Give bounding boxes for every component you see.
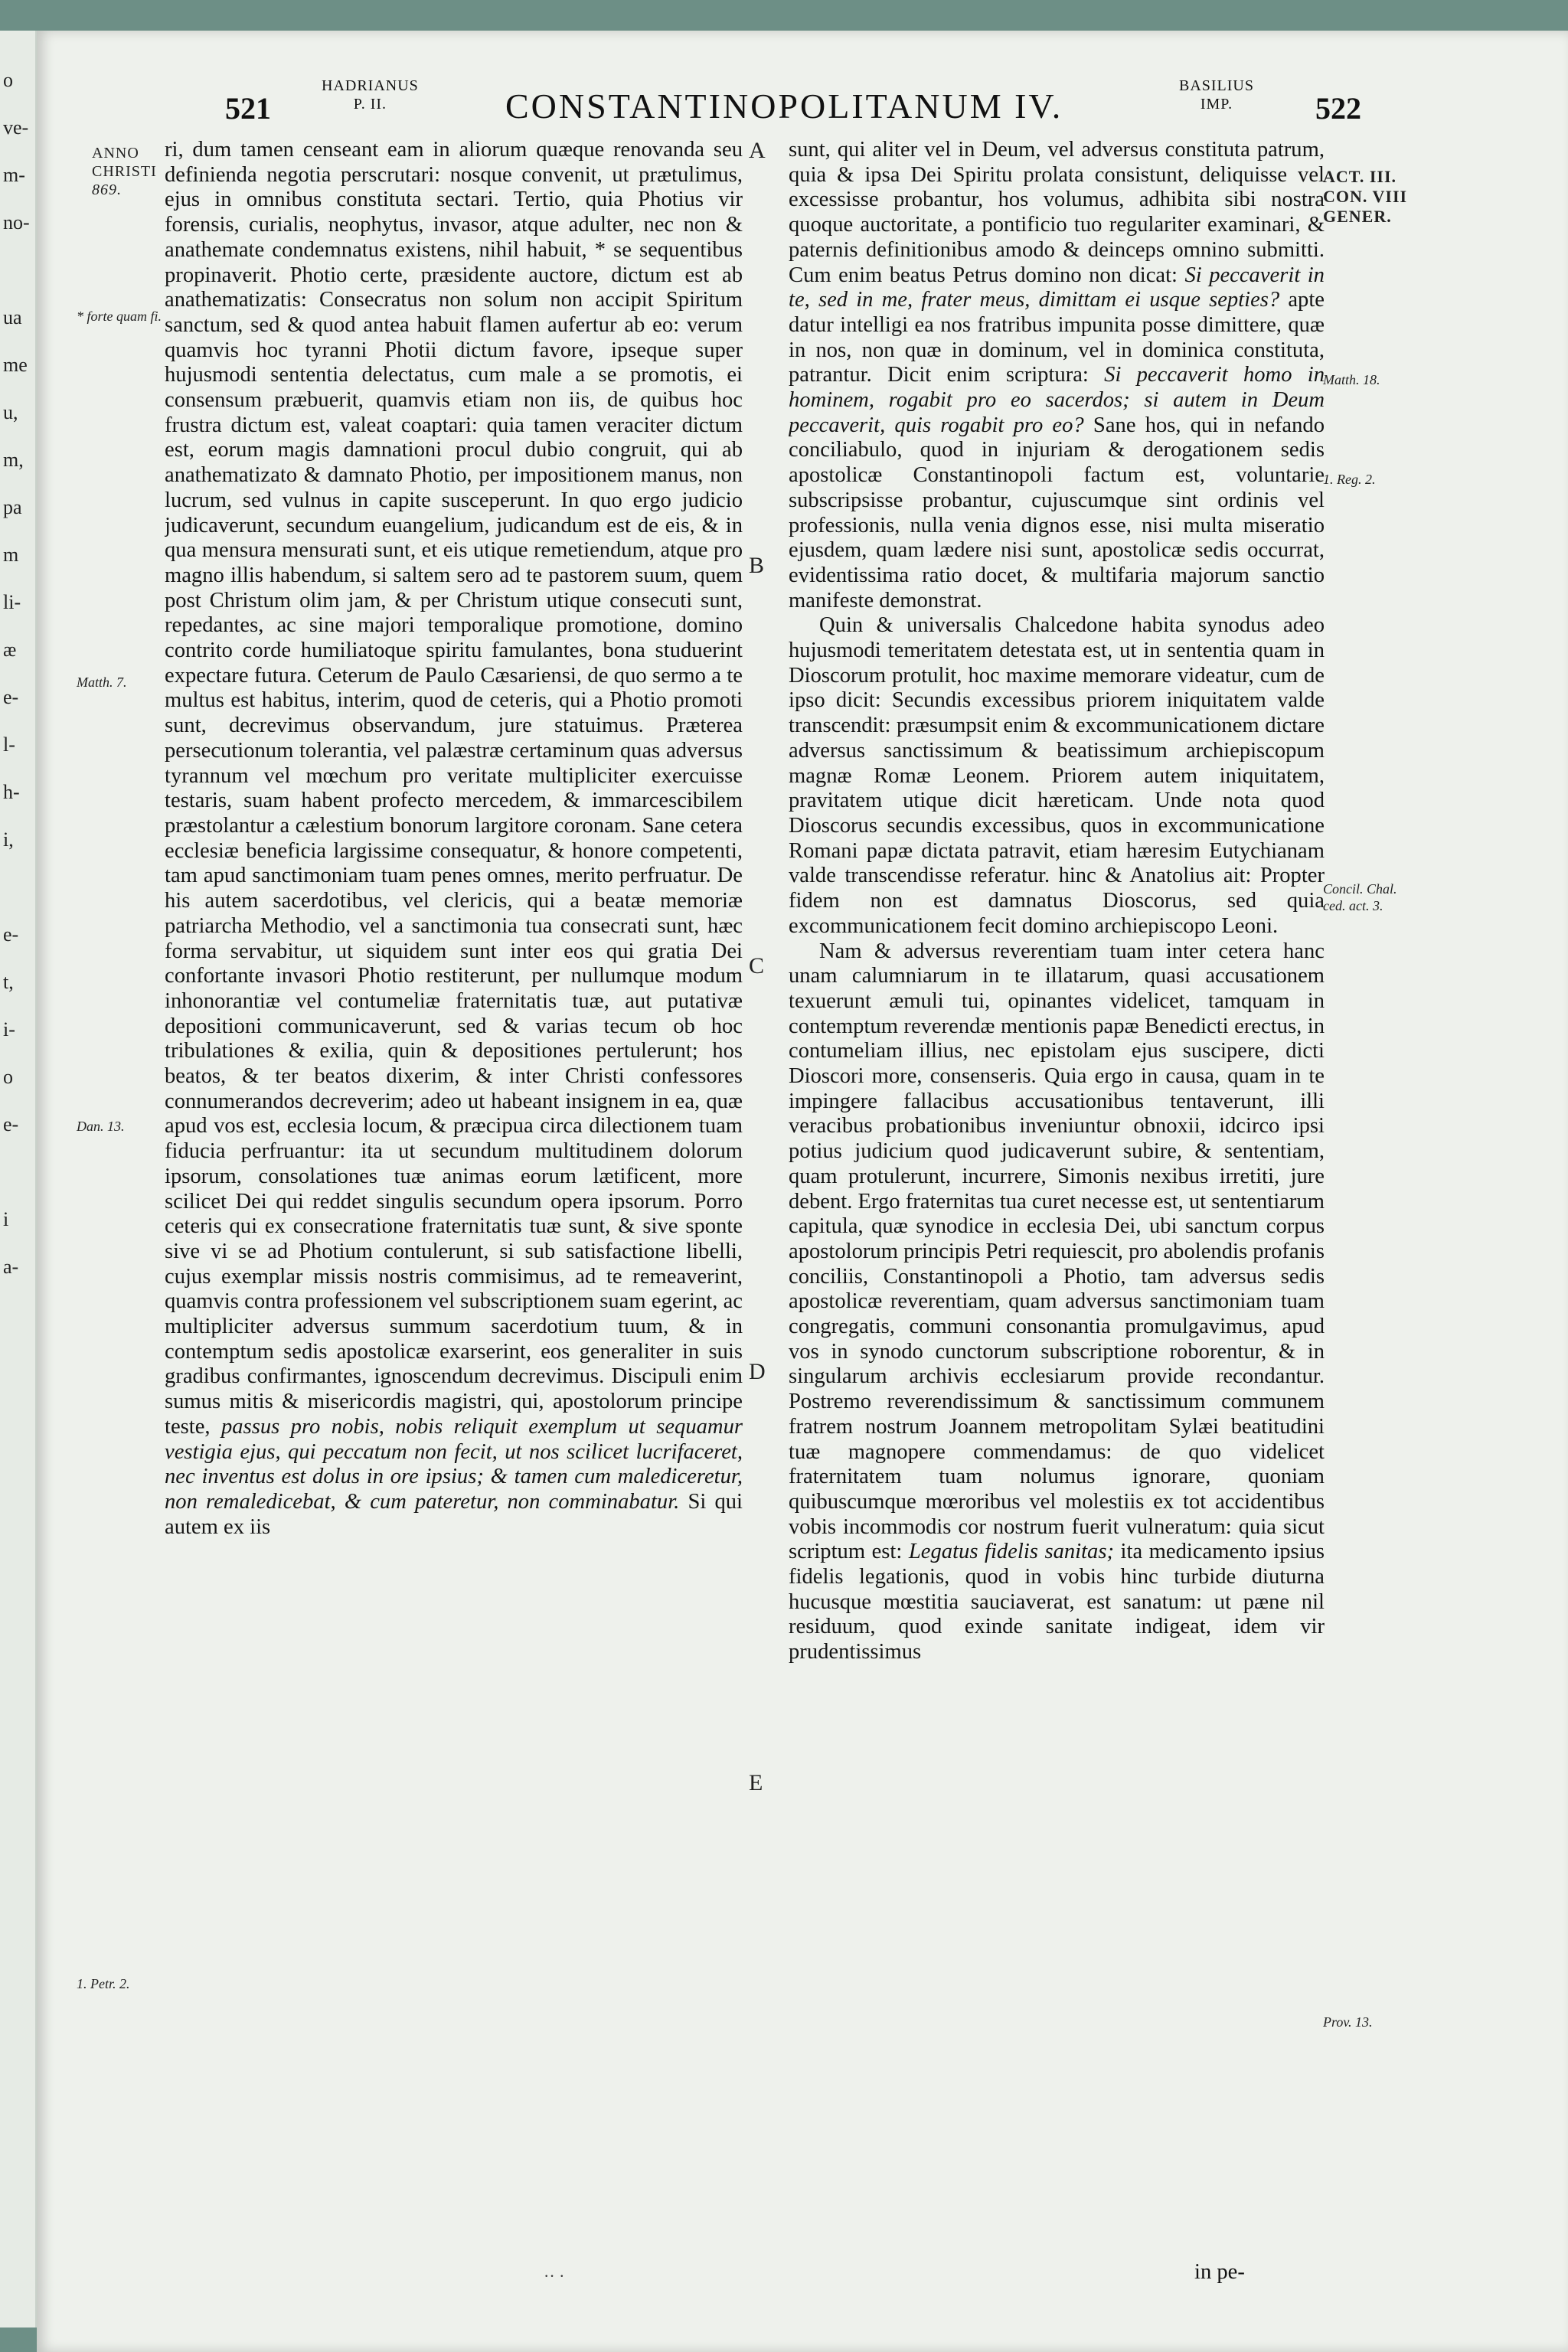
right-text-end: ita medicamento ipsius fidelis legationis, quod in vobis hinc turbide diuturna hucusque mœstitia sauciaverat, est sanatum: ut pæne nil residuum, quod exinde sanitate indigeat, idem vir prudentissimus <box>789 1540 1325 1664</box>
prev-page-fragment: no- <box>3 211 30 234</box>
year-label: 869. <box>92 181 122 198</box>
anno-label: ANNO <box>92 145 139 162</box>
prev-page-fragment: m- <box>3 164 25 186</box>
prev-page-fragment: e- <box>3 923 19 946</box>
right-quote-reg: Si peccaverit homo in hominem, rogabit pro eo sacerdos; si autem in Deum peccaverit, quis rogabit pro eo? <box>789 363 1325 437</box>
section-letter-a: A <box>749 138 766 163</box>
left-column <box>165 138 743 2266</box>
prev-page-fragment: t, <box>3 971 14 993</box>
left-text-main: ri, dum tamen censeant eam in aliorum quæque renovanda seu definienda negotia perscrutari: nosque convenit, ut prætulimus, ejus in omnibus constituta sectari. Tertio, quia Photius vir forensis, curialis, neophytus, invasor, atque adulter, nec non & anathemate condemnatus existens, nihil habuit, * se sequentibus propinaverit. Photio certe, præsidente auctore, dictum est ab anathematizatis: Consecratus non solum non accipit Spiritum sanctum, sed & quod antea habuit flamen aufertur ab eo: verum quamvis hoc tyranni Photii dictum favore, ipseque super hujusmodi sententia delectatus, cum male a se promotis, ei consensum præbuerit, quamvis etiam non iis, de quibus hoc frustra dictum est, valeat coaptari: quia tamen veraciter dictum est, eorum magis damnationi procul dubio congruit, qui ab anathematizato & damnato Photio, per impositionem manus, non lucrum, sed vulnus in capite susceperunt. In quo ergo judicio judicaverunt, secundum euangelium, judicandum est de eis, & in qua mensura mensurati sunt, et eis utique remetiendum, atque pro magno illis habendum, si saltem sero ad te pastorem suum, quem post Christum olim jam, & per Christum utique consecuti sunt, repedantes, ac sine majori temporalique promotione, domino contrito corde humiliatoque spiritu famulantes, bona studuerint expectare futura. Ceterum de Paulo Cæsariensi, de quo sermo a te multus est habitus, interim, quod de ceteris, qui a Photio promoti sunt, decrevimus observandum, jure statuimus. Præterea persecutionum tolerantia, vel palæstræ certaminum quas adversus tyrannum vel mœchum pro veritate multipliciter exercuisse testaris, suam habent profecto mercedem, & immarcescibilem præstolantur a cælestium bonorum largitore coronam. Sane cetera ecclesiæ beneficia largissime consequatur, & honore competenti, tam apud sanctimoniam tuam penes omnes, merito perfruatur. De his autem sacerdotibus, vel clericis, qui a beatæ memoriæ patriarcha Methodio, vel a sanctimonia tua consecrati sunt, hæc forma servabitur, ut siquidem sunt inter eos qui gratia Dei confortante invasori Photio restiterunt, per nullumque modum inhonorantiæ vel contumeliæ fraternitatis tuæ, aut putativæ depositioni communicaverunt, sed & varias tecum ob hoc tribulationes & exilia, quin & depositiones pertulerunt; hos beatos, & ter beatos dixerim, & inter Christi confessores connumerandos decreverim; adeo ut habeant insignem in ea, quæ apud vos est, ecclesia locum, & præcipua circa dilectionem tuam fiducia perfruantur: ita ut secundum multitudinem dolorum ipsorum, consolationes tuæ animas eorum lætificent, more scilicet Dei qui reddet singulis secundum opera ipsorum. Porro ceteris qui ex consecratione fraternitatis tuæ sunt, & sive sponte sive vi se ad Photium contulerunt, si sub satisfactione libelli, cujus exemplar missis nostris commisimus, ad te remeaverint, quamvis contra professionem vel subscriptionem suam egerint, ac multipliciter adversus summum sacerdotium tuum, & in contemptum sedis apostolicæ exarserint, eos generaliter in suis gradibus confirmantes, ignoscendum decrevimus. Discipuli enim sumus mitis & misericordis magistri, qui, apostolorum principe teste, <box>165 138 743 1439</box>
prev-page-fragment: ve- <box>3 116 29 139</box>
prev-page-fragment: h- <box>3 781 20 803</box>
prev-page-fragment: æ <box>3 639 17 661</box>
right-quote-matth: Si peccaverit in te, sed in me, frater meus, dimittam ei usque septies? <box>789 263 1325 312</box>
signature-mark: ·· · <box>544 2266 565 2285</box>
margin-note-prov13: Prov. 13. <box>1323 2014 1373 2030</box>
right-text-1: sunt, qui aliter vel in Deum, vel adversus constituta patrum, quia & ipsa Dei Spiritu prolata consistunt, deliquisse vel excessisse probantur, hos volumus, adhibita sibi nostra quoque auctoritate, a pontificio tuo regulariter examinari, & paternis definitionibus amodo & deinceps omnino submitti. Cum enim beatus Petrus domino non dicat: <box>789 138 1325 287</box>
running-header <box>214 77 1361 130</box>
catchword: in pe- <box>1194 2260 1245 2284</box>
right-text-nam: Nam & adversus reverentiam tuam inter cetera hanc unam calumniarum in te illatarum, quasi accusationem texuerunt æmuli tui, opinantes videlicet, tamquam in contemptum reverendæ mentionis papæ Benedicti erectus, in contumeliam illius, nec epistolam ejus suscipere, dicti Dioscori more, consenseris. Quia ergo in causa, quam in te impingere fallacibus accusationibus tentaverunt, illi veracibus probationibus inveniuntur obnoxii, idcirco ipsi potius judicium quod judicaverunt subire, & sententiam, quam protulerunt, incurrere, Simonis nexibus irretiti, jure debent. Ergo fraternitas tua curet necesse est, ut sententiarum capitula, quæ synodice in ecclesia Dei, ubi sanctum corpus apostolorum principis Petri requiescit, pro abolendis profanis conciliis, Constantinopoli a Photio, tam adversus sedis apostolicæ reverentiam, quam adversus sanctimoniam tuam congregatis, communi consonantia promulgavimus, apud vos in synodo cunctorum subscriptione roborentur, & in singularum archivis ecclesiarum provide recondantur. Postremo reverendissimum & sanctissimum communem fratrem nostrum Joannem metropolitam Sylæi beatitudini tuæ magnopere commendamus: de quo videlicet fraternitatem tuam nolumus ignorare, quoniam quibuscumque mœroribus vel molestiis ex tot accidentibus vobis incommodis cor nostrum fuerit vulneratum: quia sicut scriptum est: <box>789 939 1325 1564</box>
section-letter-d: D <box>749 1359 766 1384</box>
general-label: GENER. <box>1323 207 1392 226</box>
prev-page-fragment: e- <box>3 1113 19 1135</box>
christi-label: CHRISTI <box>92 163 157 180</box>
right-text-2: apte datur intelligi ea nos fratribus impunita posse dimittere, quæ in nos, non quæ in dominum, vel in dominica constituta, patrantur. Dicit enim scriptura: <box>789 288 1325 387</box>
prev-page-fragment: me <box>3 354 28 376</box>
prev-page-fragment: li- <box>3 591 21 613</box>
prev-page-fragment: o <box>3 69 13 91</box>
header-title: CONSTANTINOPOLITANUM IV. <box>505 87 1063 126</box>
prev-page-fragment: i <box>3 1208 9 1230</box>
margin-note-forte: * forte quam fi. <box>77 309 162 324</box>
header-emperor-name: BASILIUS <box>1178 77 1254 94</box>
council-label: CON. VIII <box>1323 187 1408 206</box>
header-pope-number: P. II. <box>353 96 387 113</box>
margin-note-petr2: 1. Petr. 2. <box>77 1976 130 1991</box>
margin-note-reg2: 1. Reg. 2. <box>1323 472 1376 487</box>
prev-page-fragment: m, <box>3 449 24 471</box>
prev-page-fragment: pa <box>3 496 22 518</box>
act-label: ACT. III. <box>1323 167 1397 186</box>
left-text-quote: passus pro nobis, nobis reliquit exemplum ut sequamur vestigia ejus, qui peccatum non fecit, ut nos scilicet lucrifaceret, nec inventus est dolus in ore ipsius; & tamen cum malediceretur, non remaledicebat, & cum pateretur, non comminabatur. <box>165 1414 743 1514</box>
prev-page-fragment: e- <box>3 686 19 708</box>
margin-note-chalcedon: Concil. Chal. ced. act. 3. <box>1323 881 1397 913</box>
margin-note-dan13: Dan. 13. <box>77 1119 125 1134</box>
page-number-right: 522 <box>1315 91 1361 126</box>
prev-page-fragment: a- <box>3 1256 19 1278</box>
right-column <box>789 138 1325 2259</box>
left-text-end: Si qui autem ex iis <box>165 1489 743 1539</box>
section-letter-b: B <box>749 553 765 578</box>
right-text-3: Sane hos, qui in nefando conciliabulo, quod in injuriam & derogationem sedis apostolicæ Constantinopoli factum est, voluntarie subscripsisse probantur, cujuscumque sint ordinis vel professionis, nulla venia dignos esse, nisi multa miseratio ejusdem, quam lædere nisi sunt, apostolicæ sedis occurrat, evidentissima ratio docet, & multifaria majorum sanctio manifeste demonstrat. <box>789 413 1325 612</box>
section-letter-e: E <box>749 1770 763 1795</box>
margin-note-matth7: Matth. 7. <box>77 675 127 690</box>
page-number-left: 521 <box>225 91 271 126</box>
prev-page-fragment: i, <box>3 828 14 851</box>
prev-page-fragment: m <box>3 544 19 566</box>
right-quote-prov: Legatus fidelis sanitas; <box>908 1540 1114 1564</box>
prev-page-fragment: l- <box>3 733 15 756</box>
section-letter-c: C <box>749 953 765 978</box>
header-pope-name: HADRIANUS <box>322 77 419 94</box>
header-emperor <box>1179 77 1254 113</box>
header-pope <box>322 77 419 113</box>
prev-page-fragment: o <box>3 1066 13 1088</box>
right-paragraph-chalcedon: Quin & universalis Chalcedone habita synodus adeo hujusmodi temeritatem detestata est, ut in sententia quam in Dioscorum protulit, hoc maxime memorare videatur, cum de ipso dicit: Secundis excessibus priorem iniquitatem valde transcendit: præsumpsit enim & excommunicationem dictare adversus sanctissimum & beatissimum archiepiscopum magnæ Romæ Leonem. Priorem autem iniquitatem, pravitatem utique dicit hæreticam. Unde nota quod Dioscorus secundis excessibus, quos in excommunicatione Romani papæ dictata patravit, etiam hæresim Eutychianam valde transcendisse referatur. hinc & Anatolius ait: Propter fidem non est damnatus Dioscorus, sed quia excommunicationem fecit domino archiepiscopo Leoni. <box>789 613 1325 938</box>
previous-page-edge <box>0 31 38 2328</box>
prev-page-fragment: ua <box>3 306 22 328</box>
margin-note-matth18: Matth. 18. <box>1323 372 1380 387</box>
prev-page-fragment: i- <box>3 1018 15 1040</box>
header-emperor-title: IMP. <box>1200 96 1233 113</box>
prev-page-fragment: u, <box>3 401 18 423</box>
